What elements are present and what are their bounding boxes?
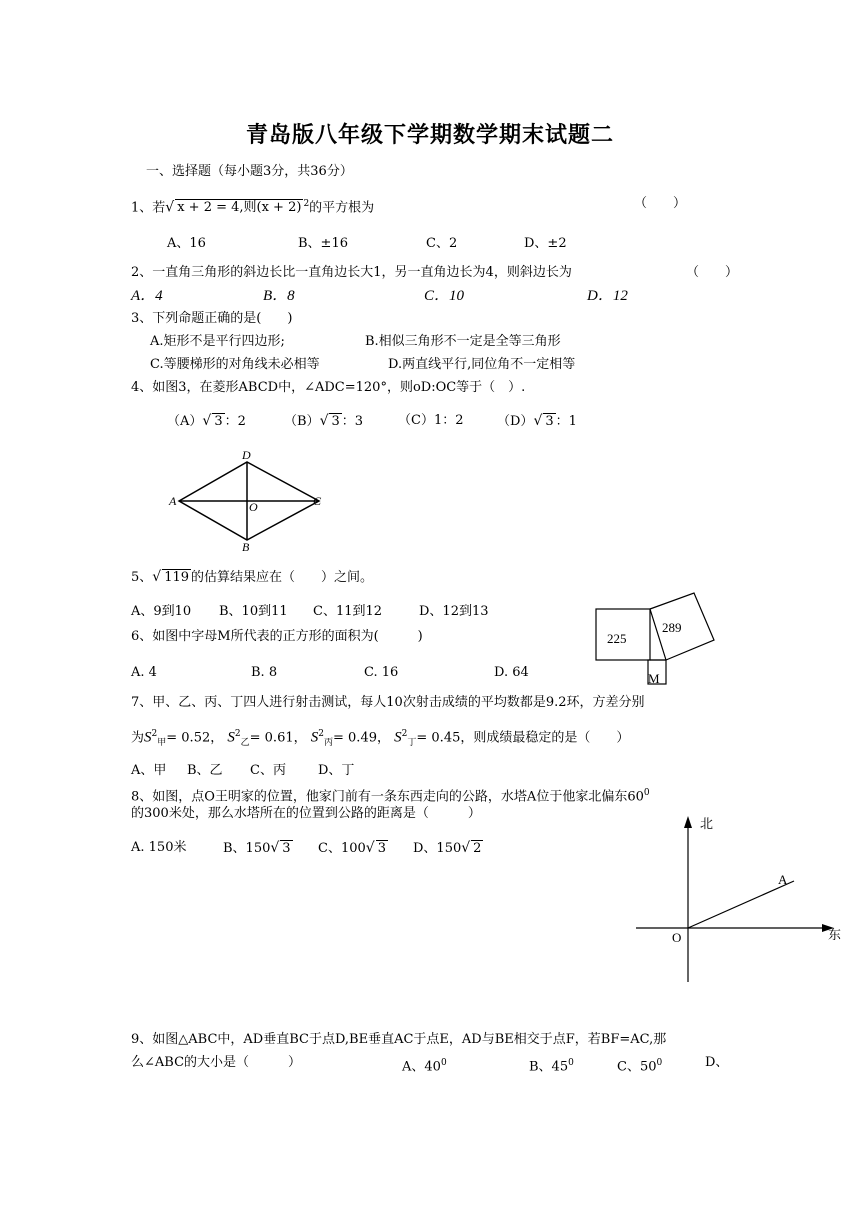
label-m: M [648, 671, 660, 686]
q4-option-b: （B）√ 3 ：3 [284, 413, 364, 429]
q4-option-a: （A）√ 3 ：2 [167, 413, 246, 429]
q7-option-b: B、乙 [187, 763, 223, 778]
question-7-line-2: 为$S^2_甲= 0.52$， $S^2_乙= 0.61$， $S^2_丙= 0.49$， $S^2_丁= 0.45$，则成绩最稳定的是（ ） [131, 729, 630, 748]
q9-option-d: D、 [705, 1055, 729, 1070]
q6-option-c: C. 16 [364, 665, 399, 680]
label-289: 289 [662, 620, 682, 635]
q6-option-d: D. 64 [494, 665, 529, 680]
question-8-line-1: 8、如图，点O王明家的位置，他家门前有一条东西走向的公路，水塔A位于他家北偏东$60^0$ [131, 788, 650, 805]
q8-option-c: C、100√ 3 [318, 840, 386, 856]
q3-option-d: D.两直线平行,同位角不一定相等 [388, 357, 576, 372]
label-north: 北 [700, 816, 714, 831]
q3-option-c: C.等腰梯形的对角线未必相等 [150, 357, 320, 372]
question-7-line-1: 7、甲、乙、丙、丁四人进行射击测试，每人10次射击成绩的平均数都是9.2环，方差分别 [131, 695, 645, 710]
q6-option-b: B. 8 [251, 665, 278, 680]
q1-option-d: D、±2 [524, 236, 567, 251]
q1-option-b: B、±16 [298, 236, 348, 251]
q2-option-c: C．10 [424, 288, 465, 304]
q4-option-c: （C）1：2 [398, 413, 464, 428]
question-1: 1、若√ x + 2 = 4,则(x + 2) $^2$的平方根为 [131, 199, 375, 216]
compass-figure [630, 808, 852, 990]
label-east: 东 [828, 927, 842, 942]
question-6: 6、如图中字母M所代表的正方形的面积为( ) [131, 629, 423, 644]
question-8-line-2: 的300米处，那么水塔所在的位置到公路的距离是（ ） [131, 806, 481, 821]
q1-exponent: 2 [303, 199, 310, 209]
question-9-line-1: 9、如图△ABC中，AD垂直BC于点D,BE垂直AC于点E，AD与BE相交于点F，若BF=AC,那 [131, 1032, 667, 1047]
q1-prefix: 1、若 [131, 200, 166, 216]
q1-option-a: A、16 [167, 236, 206, 251]
question-3: 3、下列命题正确的是( ) [131, 311, 293, 326]
q5-option-d: D、12到13 [419, 604, 489, 619]
q9-option-b: B、$45^0$ [529, 1058, 574, 1075]
label-c: C [313, 494, 322, 508]
q2-option-b: B．8 [263, 288, 295, 304]
question-2: 2、一直角三角形的斜边长比一直角边长大1，另一直角边长为4，则斜边长为 [131, 265, 572, 280]
label-a: A [778, 872, 788, 887]
question-9-line-2: 么∠ABC的大小是（ ） [131, 1055, 302, 1070]
q9-option-a: A、$40^0$ [402, 1058, 447, 1075]
q5-radicand: 119 [164, 570, 190, 585]
q3-option-a: A.矩形不是平行四边形; [150, 334, 285, 349]
rhombus-figure [165, 445, 335, 555]
q3-option-b: B.相似三角形不一定是全等三角形 [365, 334, 561, 349]
q6-option-a: A. 4 [131, 665, 157, 680]
q2-option-a: A．4 [131, 288, 163, 304]
label-d: D [242, 448, 251, 462]
q8-option-d: D、150√ 2 [413, 840, 482, 856]
label-a: A [169, 494, 177, 508]
question-5: 5、√ 119 的估算结果应在（ ）之间。 [131, 569, 374, 585]
q5-option-b: B、10到11 [219, 604, 288, 619]
q2-option-d: D．12 [587, 288, 628, 304]
label-225: 225 [607, 631, 627, 646]
q5-option-a: A、9到10 [131, 604, 192, 619]
q5-option-c: C、11到12 [313, 604, 383, 619]
page-title: 青岛版八年级下学期数学期末试题二 [245, 122, 614, 148]
section-heading: 一、选择题（每小题3分，共36分） [146, 164, 353, 179]
q1-option-c: C、2 [426, 236, 458, 251]
q9-option-c: C、$50^0$ [617, 1058, 663, 1075]
q8-option-a: A. 150米 [131, 840, 187, 855]
q7-option-c: C、丙 [250, 763, 286, 778]
question-4: 4、如图3，在菱形ABCD中，∠ADC=120°，则oD:OC等于（ ）. [131, 380, 526, 395]
q7-option-a: A、甲 [131, 763, 167, 778]
q7-option-d: D、丁 [318, 763, 355, 778]
q8-option-b: B、150√ 3 [223, 840, 291, 856]
squares-figure [590, 588, 720, 686]
label-b: B [242, 540, 250, 554]
q4-option-d: （D）√ 3 ：1 [497, 413, 577, 429]
q1-equation: x + 2 = 4,则(x + 2) [177, 200, 302, 216]
q1-answer-paren: （ ） [634, 196, 687, 211]
q1-suffix: 的平方根为 [309, 200, 375, 216]
q2-answer-paren: （ ） [686, 265, 739, 280]
label-o: O [249, 500, 258, 514]
label-o: O [672, 930, 682, 945]
